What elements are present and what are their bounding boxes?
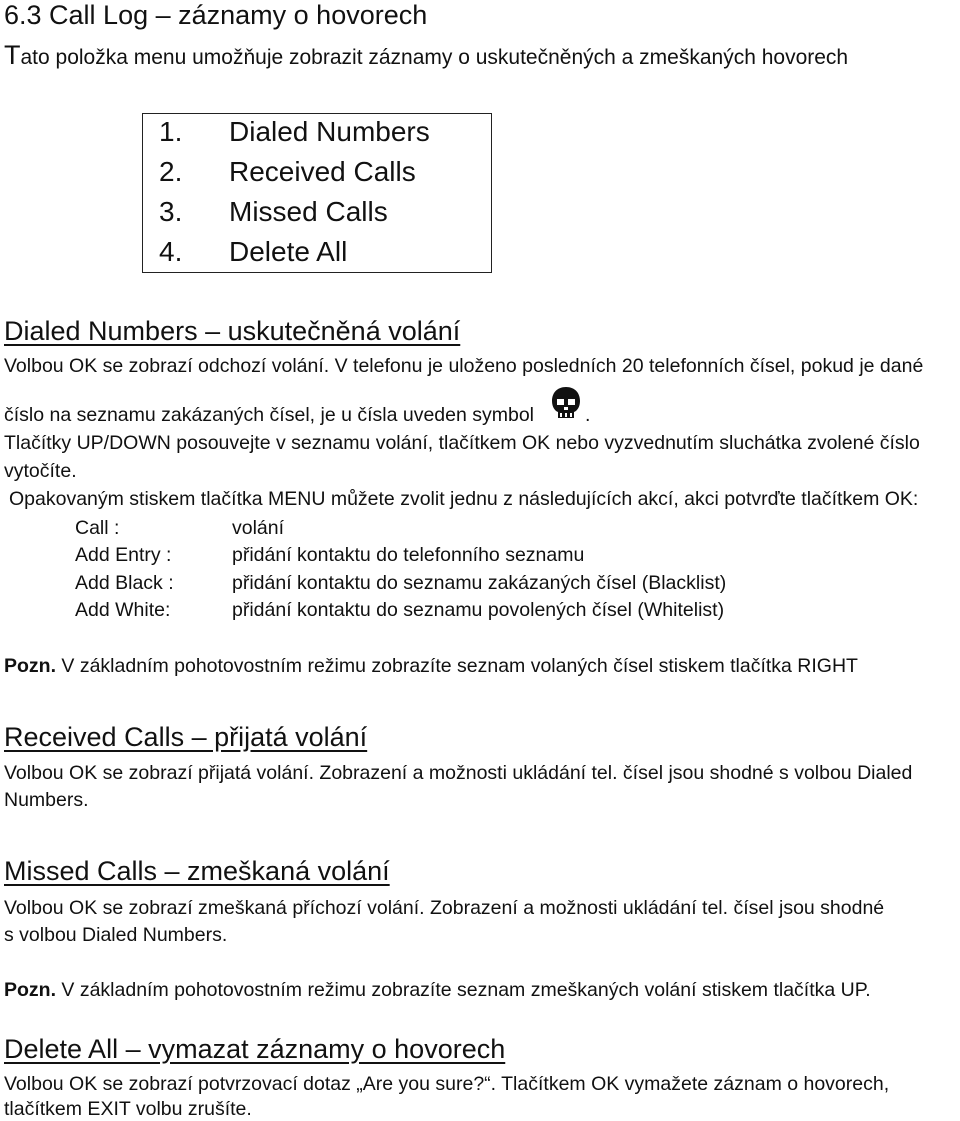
action-desc: přidání kontaktu do seznamu povolených čísel (Whitelist) (232, 599, 725, 621)
delete-line-1: Volbou OK se zobrazí potvrzovací dotaz „Are you sure?“. Tlačítkem OK vymažete záznam o hovorech, (4, 1073, 890, 1095)
call-log-menu-box (142, 113, 492, 273)
missed-line-1: Volbou OK se zobrazí zmeškaná příchozí volání. Zobrazení a možnosti ukládání tel. čísel jsou shodné (4, 897, 885, 919)
menu-item-number: 1. (159, 116, 183, 147)
note-text: V základním pohotovostním režimu zobrazíte seznam zmeškaných volání stiskem tlačítka UP. (56, 979, 871, 1001)
section-title-delete: Delete All – vymazat záznamy o hovorech (4, 1034, 506, 1064)
note-label: Pozn. (4, 979, 56, 1001)
menu-item-dialed (159, 116, 430, 148)
section-title-dialed: Dialed Numbers – uskutečněná volání (4, 316, 461, 346)
intro-first-letter: T (4, 40, 21, 70)
dialed-line-5: Opakovaným stiskem tlačítka MENU můžete zvolit jednu z následujících akcí, akci potvrďte tlačítkem OK: (9, 488, 919, 510)
delete-line-2: tlačítkem EXIT volbu zrušíte. (4, 1098, 252, 1120)
menu-item-received (159, 156, 416, 188)
skull-icon (549, 385, 583, 428)
menu-item-number: 2. (159, 156, 183, 187)
action-key: Add Black : (75, 572, 174, 594)
action-desc: přidání kontaktu do telefonního seznamu (232, 544, 585, 566)
intro-rest: ato položka menu umožňuje zobrazit záznamy o uskutečněných a zmeškaných hovorech (20, 46, 849, 69)
menu-item-missed (159, 196, 388, 228)
page-title: 6.3 Call Log – záznamy o hovorech (4, 0, 428, 30)
missed-line-2: s volbou Dialed Numbers. (4, 924, 228, 946)
dialed-line-2-text: číslo na seznamu zakázaných čísel, je u čísla uveden symbol (4, 404, 535, 426)
dialed-line-1: Volbou OK se zobrazí odchozí volání. V telefonu je uloženo posledních 20 telefonních čísel, pokud je dané (4, 355, 924, 377)
dialed-line-4: vytočíte. (4, 460, 77, 482)
note-text: V základním pohotovostním režimu zobrazíte seznam volaných čísel stiskem tlačítka RIGHT (56, 655, 858, 677)
menu-item-label: Delete All (229, 236, 348, 267)
action-key: Add White: (75, 599, 171, 621)
received-line-1: Volbou OK se zobrazí přijatá volání. Zobrazení a možnosti ukládání tel. čísel jsou shodné s volbou Dialed (4, 762, 913, 784)
missed-note (4, 979, 871, 1002)
action-key: Add Entry : (75, 544, 172, 566)
received-line-2: Numbers. (4, 789, 89, 811)
dialed-line-2-end: . (585, 404, 591, 426)
menu-item-label: Missed Calls (229, 196, 388, 227)
intro-text (4, 40, 848, 71)
dialed-line-2 (4, 404, 534, 427)
action-desc: volání (232, 517, 285, 539)
menu-item-delete (159, 236, 347, 268)
menu-item-label: Dialed Numbers (229, 116, 430, 147)
menu-item-label: Received Calls (229, 156, 416, 187)
menu-item-number: 3. (159, 196, 183, 227)
menu-item-number: 4. (159, 236, 183, 267)
dialed-note (4, 655, 858, 678)
action-key: Call : (75, 517, 120, 539)
action-desc: přidání kontaktu do seznamu zakázaných čísel (Blacklist) (232, 572, 727, 594)
note-label: Pozn. (4, 655, 56, 677)
dialed-line-3: Tlačítky UP/DOWN posouvejte v seznamu volání, tlačítkem OK nebo vyzvednutím sluchátka zvolené číslo (4, 432, 920, 454)
section-title-missed: Missed Calls – zmeškaná volání (4, 856, 390, 886)
section-title-received: Received Calls – přijatá volání (4, 722, 368, 752)
